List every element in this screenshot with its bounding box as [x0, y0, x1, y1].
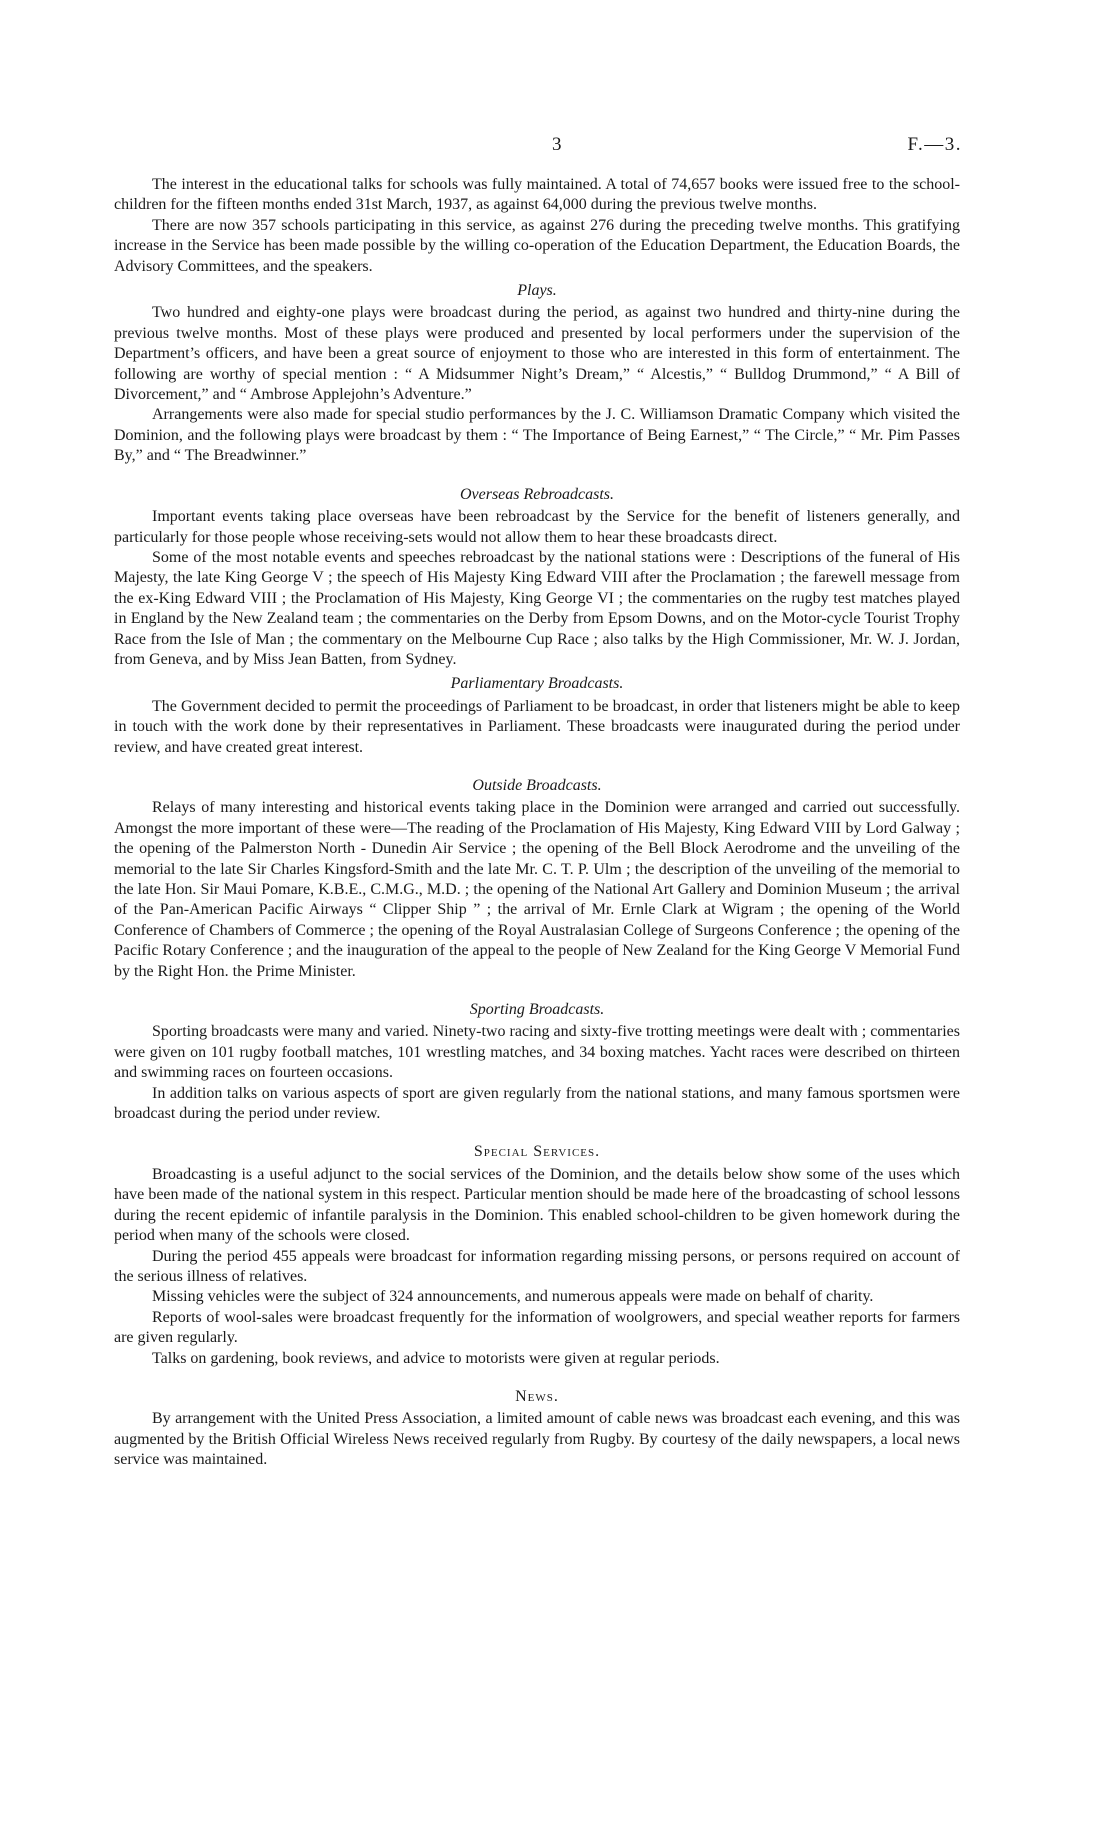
paragraph: Two hundred and eighty-one plays were broadcast during the period, as against two hundred and thirty-nine during the previous twelve months. Most of these plays were produced and presented by local performers under the supervision of the Department’s officers, and have been a great source of enjoyment to those who are interested in this form of entertainment. The following are worthy of special mention : “ A Midsummer Night’s Dream,” “ Alcestis,” “ Bulldog Drummond,” “ A Bill of Divorcement,” and “ Ambrose Applejohn’s Adventure.”	[114, 304, 960, 404]
section-heading-overseas-rebroadcasts: Overseas Rebroadcasts.	[459, 485, 615, 503]
paragraph: Talks on gardening, book reviews, and advice to motorists were given at regular periods.	[152, 1349, 720, 1367]
paragraph: The Government decided to permit the proceedings of Parliament to be broadcast, in order that listeners might be able to keep in touch with the work done by their representatives in Parliament. These broadcasts were inaugurated during the period under review, and have created great interest.	[114, 697, 960, 756]
document-body	[114, 175, 960, 1471]
paragraph: By arrangement with the United Press Association, a limited amount of cable news was broadcast each evening, and this was augmented by the British Official Wireless News received regularly from Rugby. By courtesy of the daily newspapers, a local news service was maintained.	[114, 1410, 960, 1469]
section-heading-sporting-broadcasts: Sporting Broadcasts.	[469, 1001, 605, 1019]
paragraph: During the period 455 appeals were broadcast for information regarding missing persons, or persons required on account of the serious illness of relatives.	[114, 1247, 960, 1285]
paragraph: Relays of many interesting and historical events taking place in the Dominion were arranged and carried out successfully. Amongst the more important of these were—The reading of the Proclamation of His Majesty, King Edward VIII by Lord Galway ; the opening of the Palmerston North - Dunedin Air Service ; the opening of the Bell Block Aerodrome and the unveiling of the memorial to the late Sir Charles Kingsford-Smith and the late Mr. C. T. P. Ulm ; the description of the unveiling of the memorial to the late Hon. Sir Maui Pomare, K.B.E., C.M.G., M.D. ; the opening of the National Art Gallery and Dominion Museum ; the arrival of the Pan-American Pacific Airways “ Clipper Ship ” ; the arrival of Mr. Ernle Clark at Wigram ; the opening of the World Conference of Chambers of Commerce ; the opening of the Royal Australasian College of Surgeons Conference ; the opening of the Pacific Rotary Conference ; and the inauguration of the appeal to the people of New Zealand for the King George V Memorial Fund by the Right Hon. the Prime Minister.	[114, 799, 960, 980]
paragraph: In addition talks on various aspects of sport are given regularly from the national stations, and many famous sportsmen were broadcast during the period under review.	[114, 1084, 960, 1123]
paragraph: The interest in the educational talks for schools was fully maintained. A total of 74,657 books were issued free to the school-children for the fifteen months ended 31st March, 1937, as against 64,000 during the previous twelve months.	[114, 176, 960, 214]
paragraph: There are now 357 schools participating in this service, as against 276 during the preceding twelve months. This gratifying increase in the Service has been made possible by the willing co-operation of the Education Department, the Education Boards, the Advisory Committees, and the speakers.	[114, 216, 960, 275]
section-heading-parliamentary-broadcasts: Parliamentary Broadcasts.	[450, 675, 624, 693]
section-heading-special-services: Special Services.	[473, 1143, 601, 1161]
section-heading-news: News.	[515, 1387, 559, 1405]
page-number: 3	[552, 134, 562, 155]
paragraph: Important events taking place overseas have been rebroadcast by the Service for the benefit of listeners generally, and particularly for those people whose receiving-sets would not allow them to hear these broadcasts direct.	[114, 508, 960, 546]
paragraph: Reports of wool-sales were broadcast frequently for the information of woolgrowers, and special weather reports for farmers are given regularly.	[114, 1308, 960, 1347]
paragraph: Some of the most notable events and speeches rebroadcast by the national stations were : Descriptions of the funeral of His Majesty, the late King George V ; the speech of His Majesty King Edward VIII after the Proclamation ; the farewell message from the ex-King Edward VIII ; the Proclamation of His Majesty, King George VI ; the commentaries on the rugby test matches played in England by the New Zealand team ; the commentaries on the Derby from Epsom Downs, and on the Motor-cycle Tourist Trophy Race from the Isle of Man ; the commentary on the Melbourne Cup Race ; also talks by the High Commissioner, Mr. W. J. Jordan, from Geneva, and by Miss Jean Batten, from Sydney.	[114, 548, 960, 668]
paragraph: Broadcasting is a useful adjunct to the social services of the Dominion, and the details below show some of the uses which have been made of the national system in this respect. Particular mention should be made here of the broadcasting of school lessons during the recent epidemic of infantile paralysis in the Dominion. This enabled school-children to be given homework during the period when many of the schools were closed.	[114, 1165, 960, 1245]
section-heading-outside-broadcasts: Outside Broadcasts.	[472, 776, 602, 794]
page-code: F.—3.	[907, 134, 962, 155]
paragraph: Arrangements were also made for special studio performances by the J. C. Williamson Dramatic Company which visited the Dominion, and the following plays were broadcast by them : “ The Importance of Being Earnest,” “ The Circle,” “ Mr. Pim Passes By,” and “ The Breadwinner.”	[114, 406, 960, 465]
section-heading-plays: Plays.	[517, 282, 557, 300]
paragraph: Sporting broadcasts were many and varied. Ninety-two racing and sixty-five trotting meetings were dealt with ; commentaries were given on 101 rugby football matches, 101 wrestling matches, and 34 boxing matches. Yacht races were described on thirteen and swimming races on fourteen occasions.	[114, 1023, 960, 1082]
paragraph: Missing vehicles were the subject of 324 announcements, and numerous appeals were made on behalf of charity.	[152, 1288, 874, 1306]
